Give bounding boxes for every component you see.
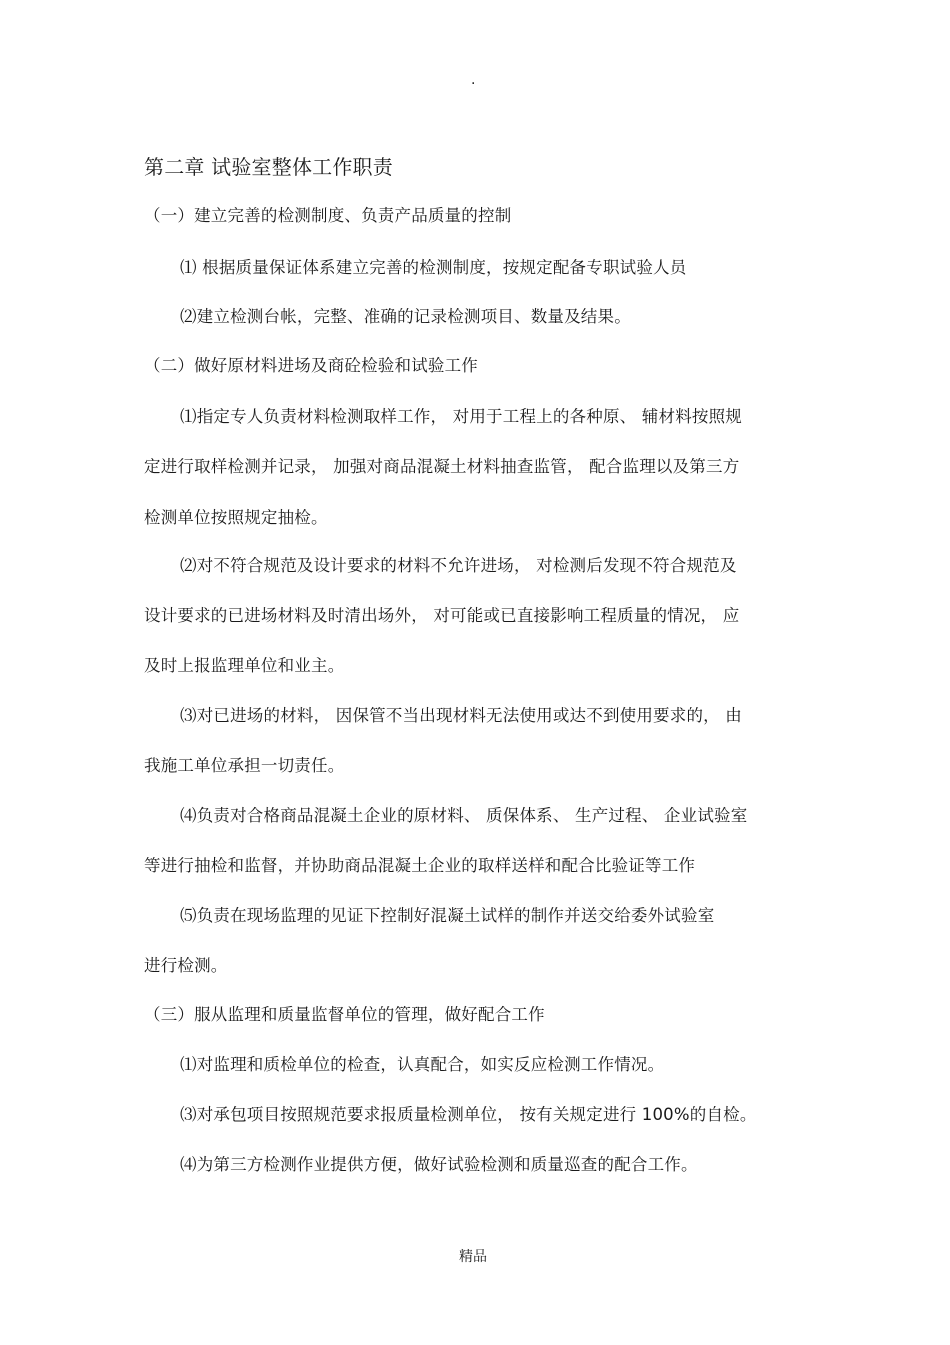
paragraph-line: ⑵建立检测台帐，完整、准确的记录检测项目、数量及结果。 (180, 307, 631, 326)
paragraph-line: ⑴指定专人负责材料检测取样工作， 对用于工程上的各种原、 辅材料按照规 (180, 407, 742, 426)
paragraph-line: 及时上报监理单位和业主。 (144, 656, 345, 675)
paragraph-line: ⑴ 根据质量保证体系建立完善的检测制度，按规定配备专职试验人员 (180, 258, 687, 277)
page-footer: 精品 (459, 1249, 487, 1265)
paragraph-line: 进行检测。 (144, 956, 228, 975)
section-heading-2: （二）做好原材料进场及商砼检验和试验工作 (144, 356, 478, 375)
paragraph-line: ⑶对承包项目按照规范要求报质量检测单位， 按有关规定进行 100%的自检。 (180, 1105, 757, 1124)
paragraph-line: ⑷为第三方检测作业提供方便，做好试验检测和质量巡查的配合工作。 (180, 1155, 698, 1174)
paragraph-line: ⑴对监理和质检单位的检查，认真配合，如实反应检测工作情况。 (180, 1055, 665, 1074)
paragraph-line: ⑶对已进场的材料， 因保管不当出现材料无法使用或达不到使用要求的， 由 (180, 706, 742, 725)
paragraph-line: 定进行取样检测并记录， 加强对商品混凝土材料抽查监管， 配合监理以及第三方 (144, 457, 740, 476)
paragraph-line: ⑸负责在现场监理的见证下控制好混凝土试样的制作并送交给委外试验室 (180, 906, 715, 925)
paragraph-line: 等进行抽检和监督，并协助商品混凝土企业的取样送样和配合比验证等工作 (144, 856, 696, 875)
section-heading-3: （三）服从监理和质量监督单位的管理，做好配合工作 (144, 1005, 545, 1024)
paragraph-line: 设计要求的已进场材料及时清出场外， 对可能或已直接影响工程质量的情况， 应 (144, 606, 740, 625)
paragraph-line: 我施工单位承担一切责任。 (144, 756, 345, 775)
paragraph-line: ⑷负责对合格商品混凝土企业的原材料、 质保体系、 生产过程、 企业试验室 (180, 806, 748, 825)
paragraph-line: 检测单位按照规定抽检。 (144, 508, 328, 527)
section-heading-1: （一）建立完善的检测制度、负责产品质量的控制 (144, 206, 512, 225)
paragraph-line: ⑵对不符合规范及设计要求的材料不允许进场， 对检测后发现不符合规范及 (180, 556, 737, 575)
chapter-title: 第二章 试验室整体工作职责 (144, 155, 393, 179)
header-dot: . (471, 72, 476, 88)
